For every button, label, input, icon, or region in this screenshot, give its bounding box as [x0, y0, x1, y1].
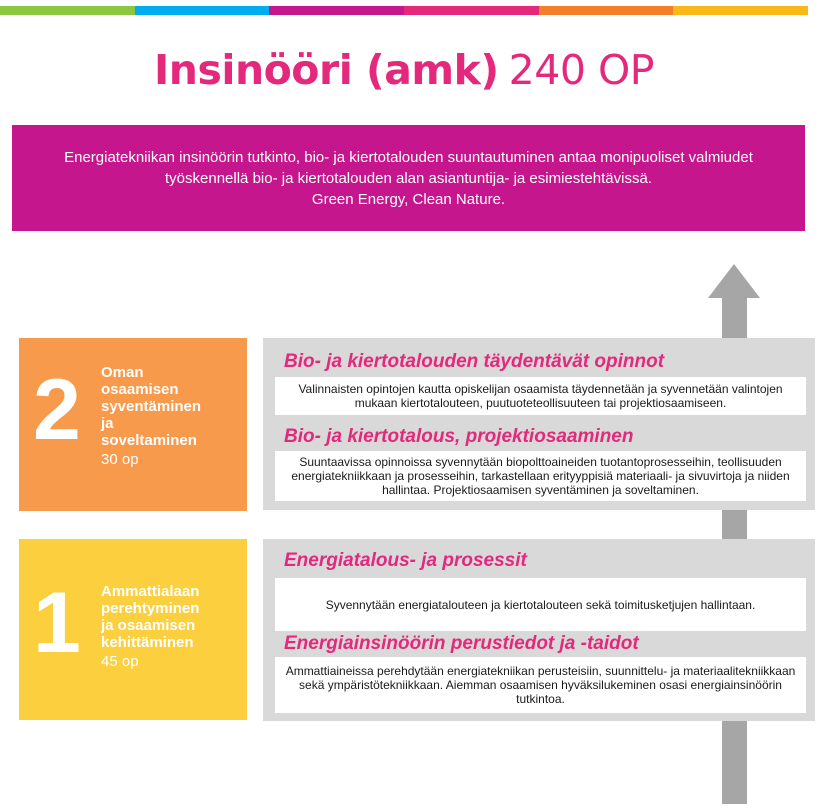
section-title: Energiatalous- ja prosessit [284, 550, 527, 571]
level-label-line: soveltaminen [101, 432, 197, 449]
strip-segment-magenta [269, 6, 404, 15]
level-1-panel [263, 539, 815, 721]
section-title: Bio- ja kiertotalous, projektiosaaminen [284, 426, 634, 447]
level-label-line: Ammattialaan [101, 583, 200, 600]
title-credits: 240 OP [508, 46, 654, 94]
section-description: Ammattiaineissa perehdytään energiatekniikan perusteisiin, suunnittelu- ja materiaalitekniikkaan sekä ympäristötekniikkaan. Aiemman osaamisen hyväksilukeminen osasi energiainsinöörin tutkintoa. [275, 657, 806, 713]
level-label [101, 364, 241, 468]
section-description: Suuntaavissa opinnoissa syvennytään biopolttoaineiden tuotantoprosesseihin, teollisuuden energiatekniikkaan ja prosesseihin, tarkastellaan erityyppisiä materiaali- ja sivuvirtoja ja niiden hallintaa. Projektiosaamisen syventäminen ja soveltaminen. [275, 451, 806, 501]
strip-segment-yellow [673, 6, 808, 15]
intro-description: Energiatekniikan insinöörin tutkinto, bio- ja kiertotalouden suuntautuminen antaa monipuoliset valmiudet työskennellä bio- ja kiertotalouden alan asiantuntija- ja esimiestehtävissä. [64, 149, 753, 187]
strip-segment-pink [404, 6, 539, 15]
level-credits: 30 op [101, 451, 139, 468]
page-title [0, 42, 808, 98]
section-title: Bio- ja kiertotalouden täydentävät opinnot [284, 351, 665, 372]
level-label [101, 583, 241, 670]
section-title: Energiainsinöörin perustiedot ja -taidot [284, 633, 639, 654]
section-description: Valinnaisten opintojen kautta opiskelijan osaamista täydennetään ja syvennetään valintojen mukaan kiertotalouteen, puutuoteteollisuuteen tai projektiosaamiseen. [275, 377, 806, 415]
level-2-block [19, 338, 247, 511]
strip-segment-cyan [135, 6, 270, 15]
arrow-head [708, 264, 760, 298]
intro-slogan: Green Energy, Clean Nature. [311, 191, 506, 208]
strip-segment-orange [539, 6, 674, 15]
title-degree: Insinööri (amk) [154, 46, 499, 94]
level-number: 2 [33, 362, 81, 458]
level-number: 1 [33, 575, 81, 671]
level-label-line: ja [101, 415, 114, 432]
level-label-line: Oman [101, 364, 144, 381]
level-label-line: kehittäminen [101, 634, 194, 651]
level-label-line: syventäminen [101, 398, 202, 415]
top-color-strip [0, 6, 808, 15]
level-2-panel [263, 338, 815, 510]
section-description: Syvennytään energiatalouteen ja kiertotalouteen sekä toimitusketjujen hallintaan. [275, 578, 806, 631]
strip-segment-green [0, 6, 135, 15]
level-1-block [19, 539, 247, 720]
level-credits: 45 op [101, 653, 139, 670]
level-label-line: perehtyminen [101, 600, 200, 617]
level-label-line: ja osaamisen [101, 617, 196, 634]
level-label-line: osaamisen [101, 381, 179, 398]
intro-box [12, 125, 805, 231]
